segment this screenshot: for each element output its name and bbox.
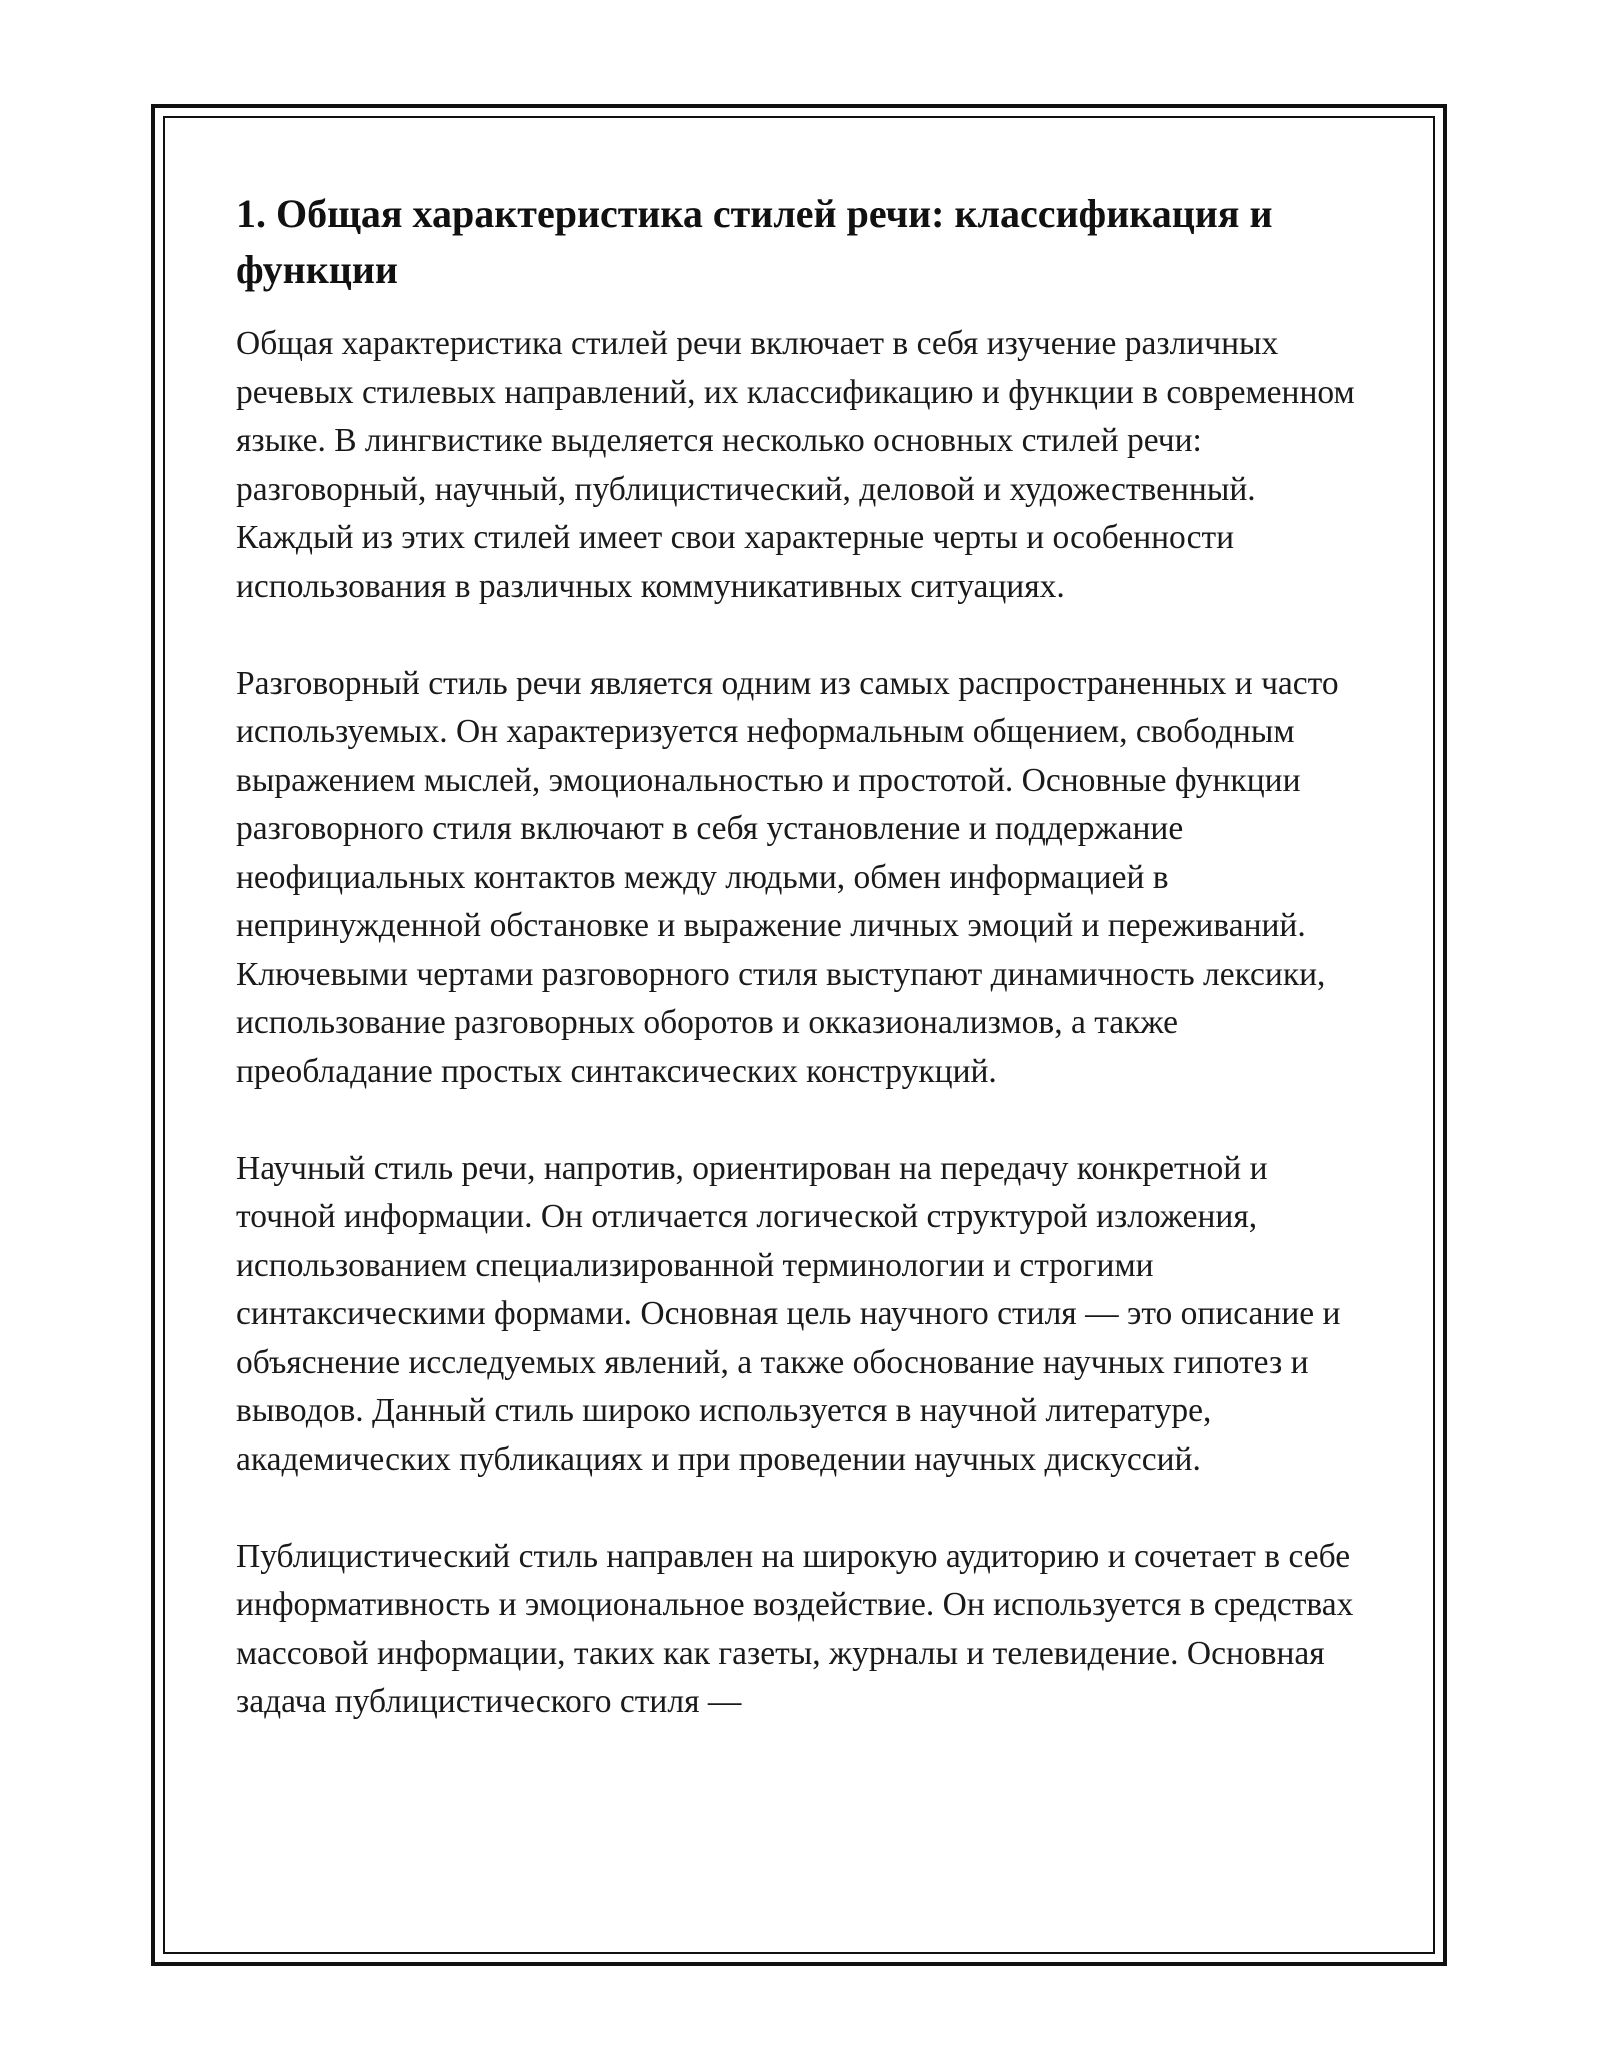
paragraph-scientific-style: Научный стиль речи, напротив, ориентирован на передачу конкретной и точной информации. Он отличается логической структурой изложения, использованием специализированной терминологии и строгими синтаксическими формами. Основная цель научного стиля — это описание и объяснение исследуемых явлений, а также обоснование научных гипотез и выводов. Данный стиль широко используется в научной литературе, академических публикациях и при проведении научных дискуссий. — [236, 1149, 1341, 1478]
document-content — [236, 186, 1366, 1775]
paragraph-journalistic-style: Публицистический стиль направлен на широкую аудиторию и сочетает в себе информативность и эмоциональное воздействие. Он используется в средствах массовой информации, таких как газеты, журналы и телевидение. Основная задача публицистического стиля — — [236, 1537, 1354, 1720]
section-heading: 1. Общая характеристика стилей речи: классификация и функции — [236, 191, 1273, 292]
paragraph-conversational-style: Разговорный стиль речи является одним из самых распространенных и часто используемых. Он характеризуется неформальным общением, свободным выражением мыслей, эмоциональностью и простотой. Основные функции разговорного стиля включают в себя установление и поддержание неофициальных контактов между людьми, обмен информацией в непринужденной обстановке и выражение личных эмоций и переживаний. Ключевыми чертами разговорного стиля выступают динамичность лексики, использование разговорных оборотов и окказионализмов, а также преобладание простых синтаксических конструкций. — [236, 664, 1339, 1090]
paragraph-overview: Общая характеристика стилей речи включает в себя изучение различных речевых стилевых направлений, их классификацию и функции в современном языке. В лингвистике выделяется несколько основных стилей речи: разговорный, научный, публицистический, деловой и художественный. Каждый из этих стилей имеет свои характерные черты и особенности использования в различных коммуникативных ситуациях. — [236, 325, 1355, 605]
